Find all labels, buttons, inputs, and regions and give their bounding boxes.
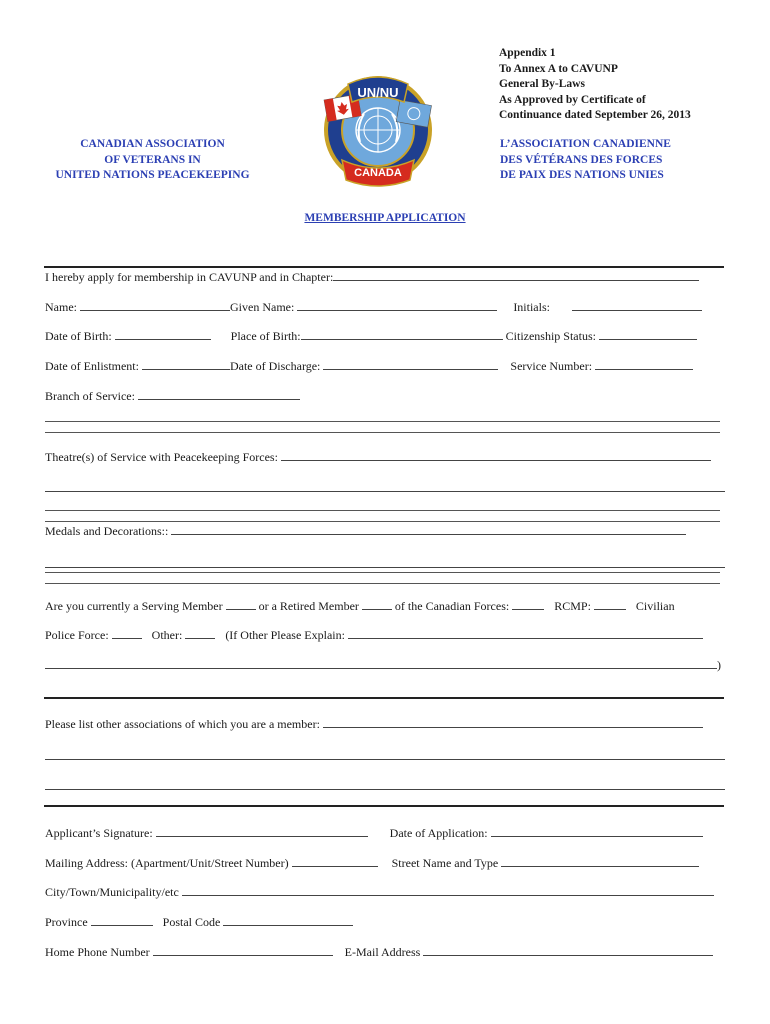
initials-label: Initials: <box>513 300 550 314</box>
retired-field[interactable] <box>362 599 392 610</box>
other-label: Other: <box>151 628 183 642</box>
citizenship-label: Citizenship Status: <box>505 329 596 343</box>
logo-top-text: UN/NU <box>357 85 399 100</box>
rcmp-label: RCMP: <box>554 599 591 613</box>
home-phone-field[interactable] <box>153 945 333 956</box>
dob-field[interactable] <box>115 329 211 340</box>
other-field[interactable] <box>185 628 215 639</box>
medals-row <box>45 524 686 539</box>
date-application-label: Date of Application: <box>389 826 488 840</box>
civilian-label: Civilian <box>635 599 675 613</box>
appendix-line: Appendix 1 <box>499 47 556 59</box>
citizenship-field[interactable] <box>599 329 697 340</box>
forces-label: of the Canadian Forces: <box>394 599 510 613</box>
forces-field[interactable] <box>512 599 544 610</box>
double-divider <box>45 421 720 433</box>
enlist-label: Date of Enlistment: <box>45 359 139 373</box>
medals-extra-line[interactable] <box>45 566 725 568</box>
city-label: City/Town/Municipality/etc <box>45 885 179 899</box>
logo-bottom-text: CANADA <box>354 167 402 179</box>
rcmp-field[interactable] <box>594 599 626 610</box>
org-en-line: OF VETERANS IN <box>104 153 201 166</box>
theatre-extra-line[interactable] <box>45 490 725 492</box>
explain-field[interactable] <box>348 628 703 639</box>
signature-field[interactable] <box>156 826 368 837</box>
org-fr-line: L’ASSOCIATION CANADIENNE <box>500 138 671 150</box>
province-field[interactable] <box>91 915 153 926</box>
phone-row <box>45 945 713 960</box>
theatre-label: Theatre(s) of Service with Peacekeeping Forces: <box>45 450 278 464</box>
branch-field[interactable] <box>138 389 300 400</box>
appendix-line: As Approved by Certificate of <box>499 93 646 106</box>
email-label: E-Mail Address <box>344 945 421 959</box>
org-name-english <box>40 137 265 184</box>
chapter-label: I hereby apply for membership in CAVUNP and in Chapter: <box>45 270 334 284</box>
double-divider <box>45 510 720 522</box>
org-en-line: CANADIAN ASSOCIATION <box>80 138 225 150</box>
double-divider <box>45 572 720 584</box>
divider <box>44 805 724 807</box>
explain-label: (If Other Please Explain: <box>225 628 345 642</box>
police-row <box>45 628 703 643</box>
org-fr-line: DE PAIX DES NATIONS UNIES <box>500 169 664 181</box>
associations-line-3[interactable] <box>45 788 725 790</box>
appendix-block <box>499 46 691 124</box>
dob-label: Date of Birth: <box>45 329 112 343</box>
date-application-field[interactable] <box>491 826 703 837</box>
province-row <box>45 915 353 930</box>
postal-field[interactable] <box>223 915 353 926</box>
name-label: Name: <box>45 300 77 314</box>
page-title: MEMBERSHIP APPLICATION <box>304 212 466 224</box>
enlist-field[interactable] <box>142 359 230 370</box>
birth-row <box>45 329 697 344</box>
discharge-field[interactable] <box>323 359 498 370</box>
serving-label: Are you currently a Serving Member <box>45 599 223 613</box>
theatre-field[interactable] <box>281 450 711 461</box>
associations-row <box>45 717 703 732</box>
associations-label: Please list other associations of which you are a member: <box>45 717 320 731</box>
appendix-line: To Annex A to CAVUNP <box>499 62 618 75</box>
retired-label: or a Retired Member <box>258 599 359 613</box>
status-row <box>45 599 675 614</box>
signature-label: Applicant’s Signature: <box>45 826 153 840</box>
cavunp-logo <box>318 72 438 190</box>
chapter-field[interactable] <box>333 270 699 281</box>
initials-field[interactable] <box>572 300 702 311</box>
explain-extra-row <box>45 658 721 673</box>
service-dates-row <box>45 359 693 374</box>
street-field[interactable] <box>501 856 699 867</box>
service-number-label: Service Number: <box>510 359 593 373</box>
given-name-label: Given Name: <box>230 300 295 314</box>
appendix-line: General By-Laws <box>499 78 585 90</box>
pob-field[interactable] <box>301 329 503 340</box>
mailing-field[interactable] <box>292 856 378 867</box>
mailing-row <box>45 856 699 871</box>
signature-row <box>45 826 703 841</box>
pob-label: Place of Birth: <box>230 329 301 343</box>
associations-line-2[interactable] <box>45 758 725 760</box>
associations-field[interactable] <box>323 717 703 728</box>
medals-label: Medals and Decorations:: <box>45 524 169 538</box>
police-field[interactable] <box>112 628 142 639</box>
medals-field[interactable] <box>171 524 686 535</box>
theatre-row <box>45 450 711 465</box>
discharge-label: Date of Discharge: <box>229 359 321 373</box>
serving-field[interactable] <box>226 599 256 610</box>
given-name-field[interactable] <box>297 300 497 311</box>
divider <box>44 266 724 268</box>
branch-row <box>45 389 300 404</box>
mailing-label: Mailing Address: (Apartment/Unit/Street Number) <box>45 856 289 870</box>
city-field[interactable] <box>182 885 714 896</box>
name-field[interactable] <box>80 300 230 311</box>
province-label: Province <box>45 915 88 929</box>
close-paren: ) <box>717 658 721 672</box>
home-phone-label: Home Phone Number <box>45 945 150 959</box>
police-label: Police Force: <box>45 628 109 642</box>
org-en-line: UNITED NATIONS PEACEKEEPING <box>55 169 250 181</box>
postal-label: Postal Code <box>162 915 221 929</box>
name-row <box>45 300 725 315</box>
branch-label: Branch of Service: <box>45 389 135 403</box>
email-field[interactable] <box>423 945 713 956</box>
city-row <box>45 885 714 900</box>
appendix-line: Continuance dated September 26, 2013 <box>499 109 691 121</box>
explain-extra-field[interactable] <box>45 658 717 669</box>
org-name-french <box>500 137 671 184</box>
org-fr-line: DES VÉTÉRANS DES FORCES <box>500 153 663 166</box>
chapter-row <box>45 270 699 285</box>
street-label: Street Name and Type <box>391 856 499 870</box>
divider <box>44 697 724 699</box>
service-number-field[interactable] <box>595 359 693 370</box>
